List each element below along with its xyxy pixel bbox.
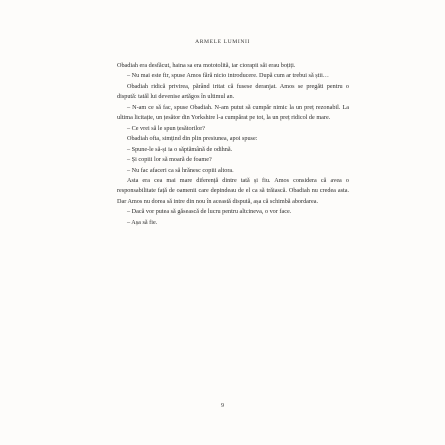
paragraph: Obadiah ridică privirea, părând iritat că fusese deranjat. Amos se pregăti pentru o dispută: tatăl lui devenise artăgos în ultimul an. — [117, 82, 349, 101]
body-text — [117, 61, 349, 228]
paragraph: Asta era cea mai mare diferență dintre tată și fiu. Amos considera că avea o responsabilitate față de oamenii care depindeau de el ca să trăiască. Obadiah nu credea asta. Dar Amos nu dorea să intre din nou în această dispută, așa că schimbă abordarea. — [117, 176, 349, 205]
paragraph: – Nu mai este fir, spuse Amos fără nicio introducere. După cum ar trebui să știi… — [127, 72, 329, 80]
running-head: ARMELE LUMINII — [195, 39, 250, 45]
paragraph: – N-am ce să fac, spuse Obadiah. N-am putut să cumpăr nimic la un preț rezonabil. La ultima licitație, un țesător din Yorkshire l-a cumpărat pe tot, la un preț ridicol de mare. — [117, 103, 349, 122]
paragraph: – Dacă vor putea să găsească de lucru pentru altcineva, o vor face. — [127, 208, 292, 216]
paragraph: – Și copiii lor să moară de foame? — [127, 156, 212, 164]
paragraph: Obadiah era desfăcut, haina sa era mototolită, iar ciorapii săi erau boțiți. — [117, 62, 296, 69]
page-number: 9 — [221, 403, 224, 409]
paragraph: – Așa să fie. — [127, 218, 158, 226]
paragraph: – Spune-le să-și ia o săptămână de odihnă. — [127, 145, 233, 153]
paragraph: Obadiah ofta, simțind din plin presiunea, apoi spuse: — [127, 135, 258, 143]
paragraph: – Nu fac afaceri ca să hrănesc copiii altora. — [127, 166, 234, 174]
paragraph: – Ce vrei să le spun țesătorilor? — [127, 124, 206, 132]
